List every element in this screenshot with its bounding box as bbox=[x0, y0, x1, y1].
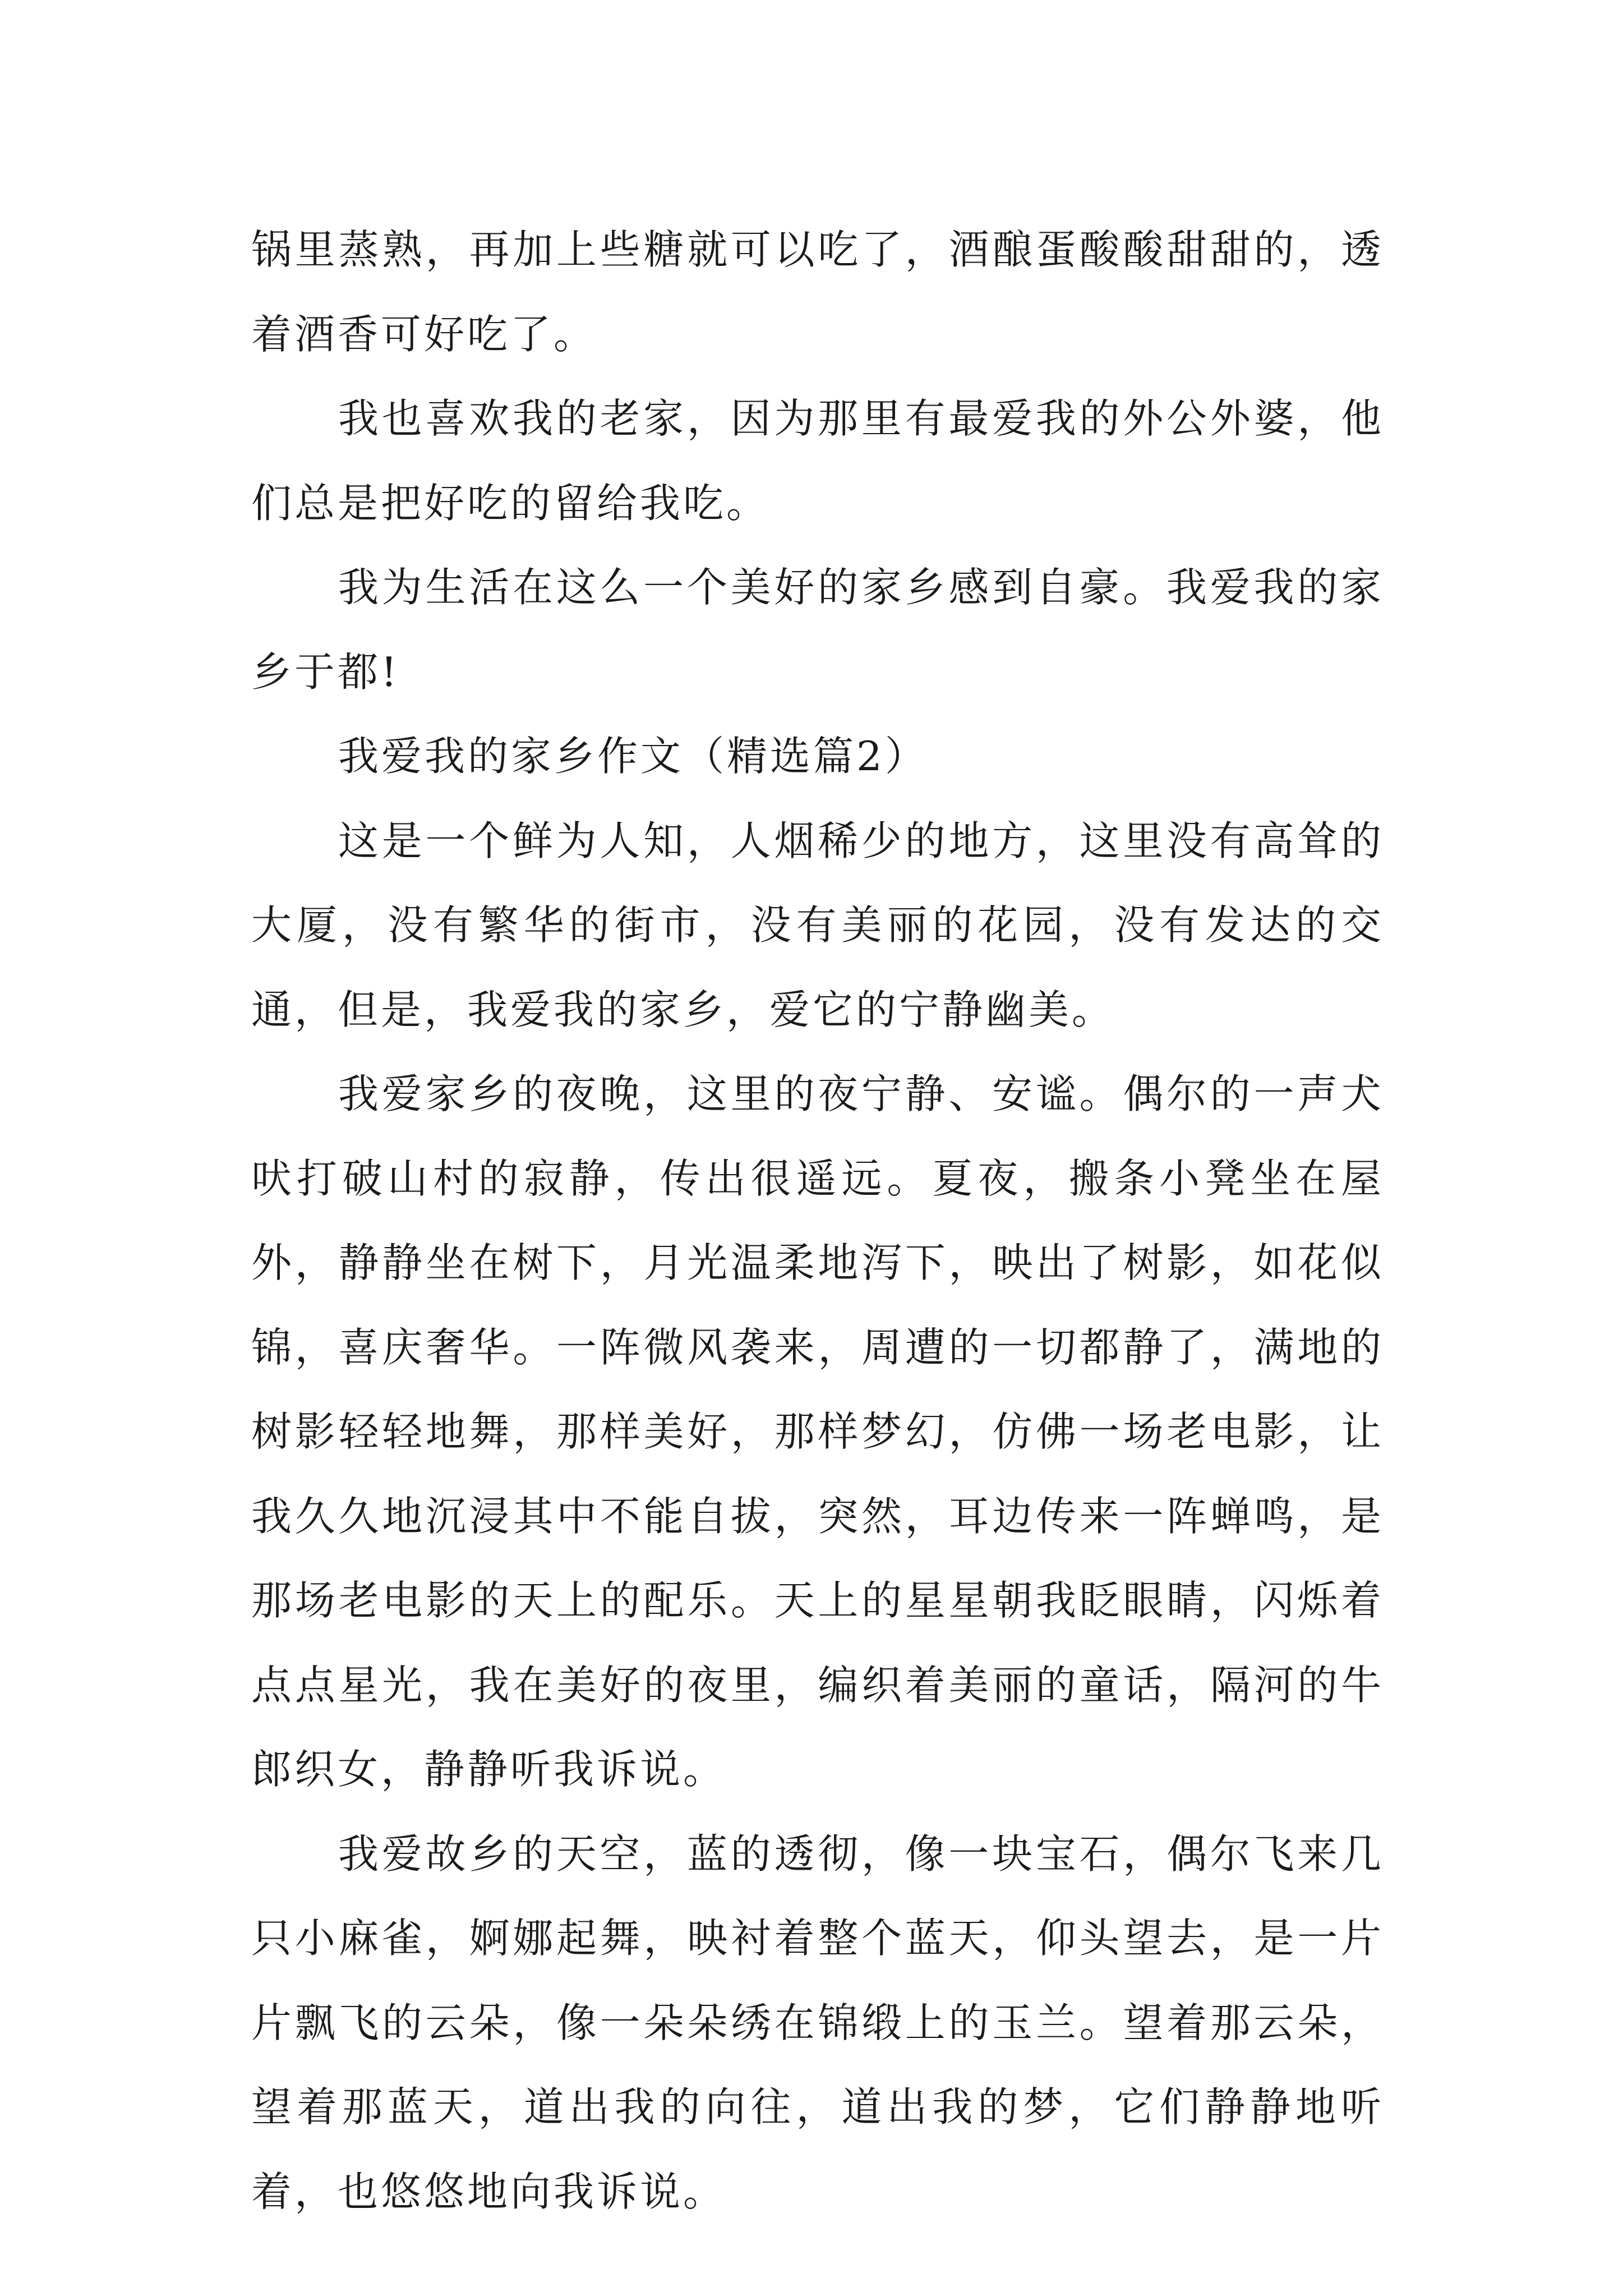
paragraph-night: 我爱家乡的夜晚，这里的夜宁静、安谧。偶尔的一声犬吠打破山村的寂静，传出很遥远。夏夜，搬条小凳坐在屋外，静静坐在树下，月光温柔地泻下，映出了树影，如花似锦，喜庆奢华。一阵微风袭来，周遭的一切都静了，满地的树影轻轻地舞，那样美好，那样梦幻，仿佛一场老电影，让我久久地沉浸其中不能自拔，突然，耳边传来一阵蝉鸣，是那场老电影的天上的配乐。天上的星星朝我眨眼睛，闪烁着点点星光，我在美好的夜里，编织着美丽的童话，隔河的牛郎织女，静静听我诉说。 bbox=[251, 1070, 1384, 1793]
paragraph-sky: 我爱故乡的天空，蓝的透彻，像一块宝石，偶尔飞来几只小麻雀，婀娜起舞，映衬着整个蓝天，仰头望去，是一片片飘飞的云朵，像一朵朵绣在锦缎上的玉兰。望着那云朵，望着那蓝天，道出我的向往，道出我的梦，它们静静地听着，也悠悠地向我诉说。 bbox=[251, 1830, 1384, 2215]
paragraph-grandparents: 我也喜欢我的老家，因为那里有最爱我的外公外婆，他们总是把好吃的留给我吃。 bbox=[251, 395, 1384, 527]
paragraph-little-known-place: 这是一个鲜为人知，人烟稀少的地方，这里没有高耸的大厦，没有繁华的街市，没有美丽的花园，没有发达的交通，但是，我爱我的家乡，爱它的宁静幽美。 bbox=[251, 817, 1384, 1033]
paragraph-continuation: 锅里蒸熟，再加上些糖就可以吃了，酒酿蛋酸酸甜甜的，透着酒香可好吃了。 bbox=[251, 226, 1384, 358]
essay-heading: 我爱我的家乡作文（精选篇2） bbox=[338, 733, 928, 780]
paragraph-proud-hometown: 我为生活在这么一个美好的家乡感到自豪。我爱我的家乡于都! bbox=[251, 564, 1384, 696]
document-body bbox=[251, 208, 1384, 2234]
